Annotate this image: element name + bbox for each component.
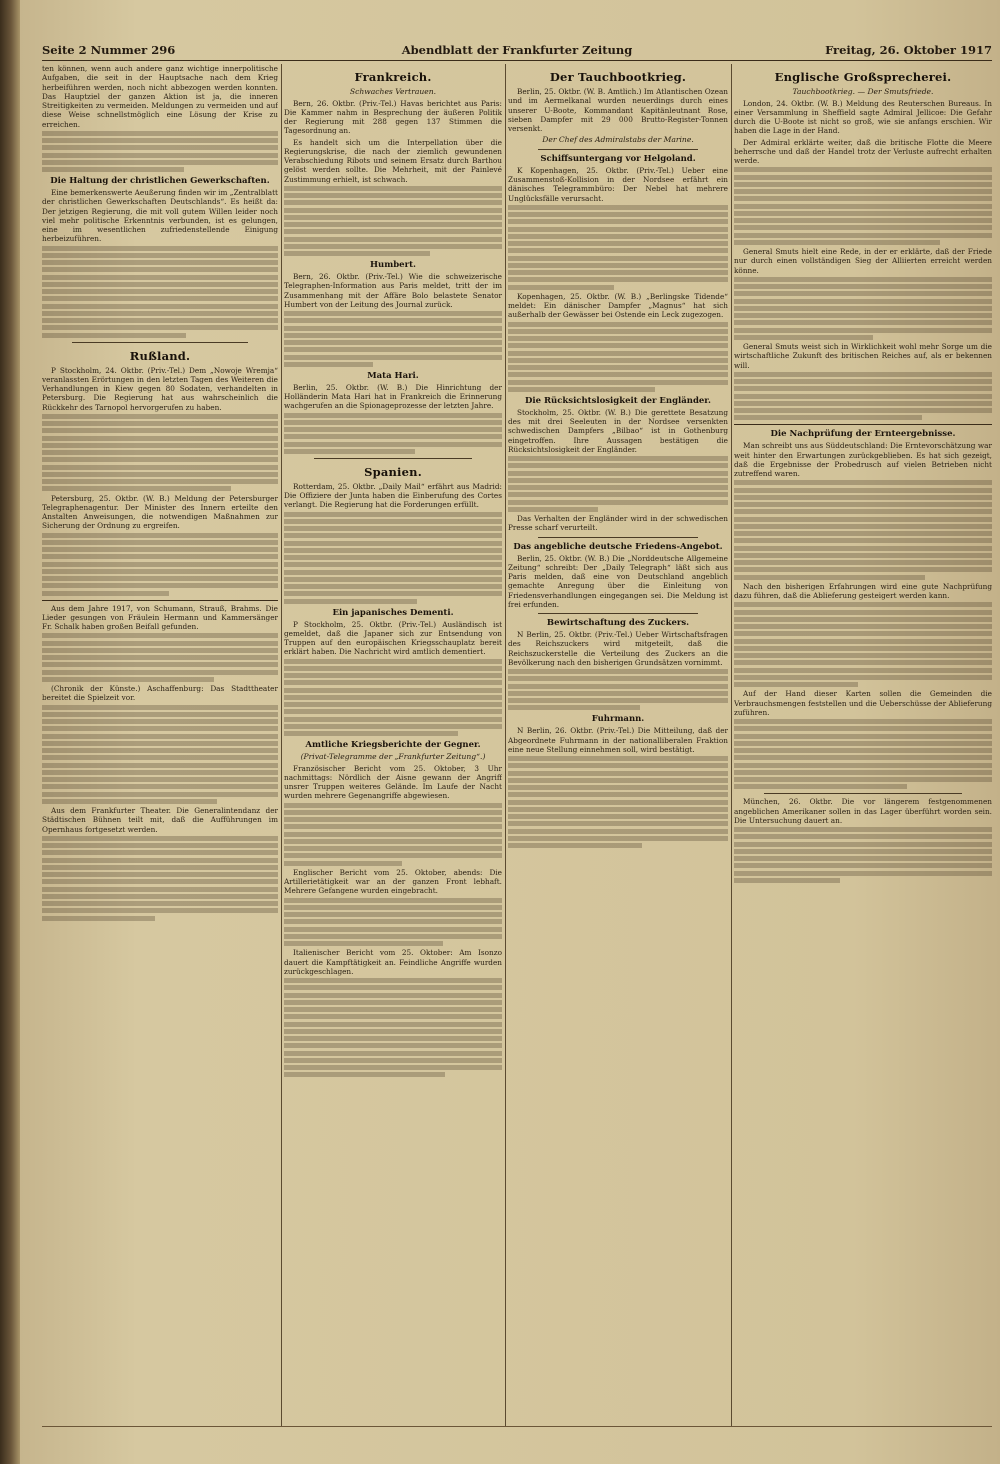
column-4 (734, 64, 992, 1426)
issue-date: Freitag, 26. Oktober 1917 (825, 43, 992, 57)
book-binding (0, 0, 20, 1464)
divider (72, 342, 248, 343)
column-3 (508, 64, 728, 1426)
divider (314, 458, 472, 459)
headline-russland: Rußland. (129, 348, 191, 363)
article-jellicoe-2: Der Admiral erklärte weiter, daß die britische Flotte die Meere beherrsche und daß der Handel trotz der Verluste aufrecht erhalten werde. (734, 137, 992, 165)
subhead-kriegsberichte: (Privat-Telegramme der „Frankfurter Zeitung“.) (300, 752, 486, 761)
article-smuts-2: General Smuts weist sich in Wirklichkeit wohl mehr Sorge um die wirtschaftliche Zukunft des britischen Reiches auf, als er bekennen will. (734, 342, 992, 370)
article-jellicoe: London, 24. Oktbr. (W. B.) Meldung des Reuterschen Bureaus. In einer Versammlung in Sheffield sagte Admiral Jellicoe: Die Gefahr durch die U-Boote ist nicht so groß, wie sie anfangs erschien. Wir haben die Lage in der Hand. (734, 98, 992, 136)
column-filler (508, 456, 728, 512)
article-frankreich-2: Es handelt sich um die Interpellation über die Regierungskrise, die nach der ziemlich gewundenen Verabschiedung Ribots und seinem Ersatz durch Barthou gelöst werden sollte. Die Mehrheit, mit der Painlevé Zustimmung erhielt, ist schwach. (284, 137, 502, 184)
article-japan: P Stockholm, 25. Oktbr. (Priv.-Tel.) Ausländisch ist gemeldet, daß die Japaner sich zur Entsendung von Truppen auf den europäischen Kriegsschauplatz bereit erklärt haben. Die Nachricht wird amtlich dementiert. (284, 619, 502, 657)
signature-admiralstab: Der Chef des Admiralstabs der Marine. (542, 135, 694, 145)
article-ernte-3: Auf der Hand dieser Karten sollen die Gemeinden die Verbrauchsmengen feststellen und die Ueberschüsse der Ablieferung zuführen. (734, 689, 992, 717)
column-filler (508, 322, 728, 392)
article-gewerkschaften: Eine bemerkenswerte Aeußerung finden wir im „Zentralblatt der christlichen Gewerkschaften Deutschlands“. Es heißt da: Der jetzigen Regierung, die mit voll gutem Willen leider noch viel mehr politische Erkenntnis verbunden, ist es gelungen, eine im wesentlichen zufriedenstellende Einigung herbeizuführen. (42, 188, 278, 244)
column-filler (734, 277, 992, 340)
article-fuhrmann: N Berlin, 26. Oktbr. (Priv.-Tel.) Die Mitteilung, daß der Abgeordnete Fuhrmann in der nationalliberalen Fraktion eine neue Stellung einnehmen soll, wird bestätigt. (508, 726, 728, 754)
column-filler (42, 533, 278, 596)
column-filler (42, 836, 278, 921)
column-filler (734, 602, 992, 687)
column-rule (281, 64, 282, 1426)
column-filler (42, 246, 278, 338)
article-frankreich-1: Bern, 26. Oktbr. (Priv.-Tel.) Havas berichtet aus Paris: Die Kammer nahm in Besprechung der äußeren Politik der Regierung mit 288 gegen 137 Stimmen die Tagesordnung an. (284, 98, 502, 136)
headline-humbert: Humbert. (370, 260, 416, 270)
column-filler (508, 669, 728, 710)
article-continuation: ten können, wenn auch andere ganz wichtige innerpolitische Aufgaben, die seit in der Hauptsache nach dem Krieg herbeiführen werden, noch nicht abbezogen werden konnten. Das Hauptziel der ganzen Aktion ist ja, die inneren Streitigkeiten zu vermeiden. Meldungen zu vermeiden und auf diese Weise schnellstmöglich eine Lösung der Krise zu erreichen. (42, 64, 278, 129)
article-kunst: Aus dem Jahre 1917, von Schumann, Strauß, Brahms. Die Lieder gesungen von Fräulein Hermann und Kammersänger Fr. Schalk haben großen Beifall gefunden. (42, 603, 278, 631)
column-filler (42, 414, 278, 492)
column-rule (505, 64, 506, 1426)
column-filler (284, 898, 502, 947)
column-filler (734, 480, 992, 579)
article-ernte-1: Man schreibt uns aus Süddeutschland: Die Erntevorschätzung war weit hinter den Erwartungen zurückgeblieben. Es hat sich gezeigt, daß die Ergebnisse der Probedrusch auf vielen Betrieben nicht zutreffend waren. (734, 441, 992, 478)
article-smuts: General Smuts hielt eine Rede, in der er erklärte, daß der Friede nur durch einen vollständigen Sieg der Alliierten erreicht werden könne. (734, 247, 992, 275)
article-ruecksichtslosigkeit: Stockholm, 25. Oktbr. (W. B.) Die gerettete Besatzung des mit drei Seeleuten in der Nordsee versenkten schwedischen Dampfers „Bilbao“ ist in Gothenburg eingetroffen. Ihre Aussagen bestätigen die Rücksichtslosigkeit der Engländer. (508, 407, 728, 454)
divider (538, 537, 698, 538)
headline-kriegsberichte: Amtliche Kriegsberichte der Gegner. (305, 740, 481, 750)
column-filler (508, 205, 728, 290)
column-filler (284, 311, 502, 367)
article-bericht-it: Italienischer Bericht vom 25. Oktober: Am Isonzo dauert die Kampftätigkeit an. Feindliche Angriffe wurden zurückgeschlagen. (284, 948, 502, 976)
headline-zucker: Bewirtschaftung des Zuckers. (546, 618, 690, 628)
divider (538, 613, 698, 614)
column-filler (284, 512, 502, 604)
column-filler (284, 978, 502, 1077)
column-filler (42, 131, 278, 172)
column-filler (42, 633, 278, 682)
article-russland: P Stockholm, 24. Oktbr. (Priv.-Tel.) Dem „Nowoje Wremja“ veranlassten Erörtungen in den letzten Tagen des Weiteren die Verhandlungen in Kiew gegen 80 Sodaten, verhandelten in Petersburg. Die Regierung hat aus wahrscheinlich die Rückkehr des Tarnopol hervorgerufen zu haben. (42, 365, 278, 412)
divider (764, 793, 962, 794)
article-mata-hari: Berlin, 25. Oktbr. (W. B.) Die Hinrichtung der Holländerin Mata Hari hat in Frankreich die Erinnerung wachgerufen an die Spionageprozesse der letzten Jahre. (284, 382, 502, 411)
article-spanien: Rotterdam, 25. Oktbr. „Daily Mail“ erfährt aus Madrid: Die Offiziere der Junta haben die Einberufung des Cortes verlangt. Die Regierung hat die Forderungen erfüllt. (284, 481, 502, 510)
column-rule (731, 64, 732, 1426)
article-kopenhagen: Kopenhagen, 25. Oktbr. (W. B.) „Berlingske Tidende“ meldet: Ein dänischer Dampfer „Magnus“ hat sich außerhalb der Gewässer bei Ostende ein Leck zugezogen. (508, 291, 728, 320)
column-filler (42, 705, 278, 804)
headline-grosssprecherei: Englische Großsprecherei. (774, 70, 952, 84)
headline-gewerkschaften: Die Haltung der christlichen Gewerkschaften. (50, 176, 270, 186)
headline-fuhrmann: Fuhrmann. (591, 714, 645, 725)
article-bericht-fr: Französischer Bericht vom 25. Oktober, 3 Uhr nachmittags: Nördlich der Aisne gewann der Angriff unsrer Truppen weiteres Gelände. Im Laufe der Nacht wurden mehrere Gegenangriffe abgewiesen. (284, 763, 502, 801)
column-filler (284, 659, 502, 737)
headline-ruecksichtslosigkeit: Die Rücksichtslosigkeit der Engländer. (525, 395, 711, 406)
divider (42, 600, 278, 601)
subhead-grosssprecherei: Tauchbootkrieg. — Der Smutsfriede. (792, 87, 934, 96)
column-2 (284, 64, 502, 1426)
column-filler (734, 719, 992, 789)
column-filler (734, 827, 992, 883)
page-bottom-rule (42, 1426, 992, 1427)
divider (538, 149, 698, 150)
article-bericht-en: Englischer Bericht vom 25. Oktober, abends: Die Artillerietätigkeit war an der ganzen Front lebhaft. Mehrere Gefangene wurden eingebracht. (284, 867, 502, 896)
column-filler (734, 167, 992, 245)
headline-helgoland: Schiffsuntergang vor Helgoland. (540, 153, 696, 164)
subhead-frankreich: Schwaches Vertrauen. (349, 87, 437, 96)
column-filler (284, 803, 502, 866)
column-filler (508, 756, 728, 848)
headline-ernteergebnisse: Die Nachprüfung der Ernteergebnisse. (770, 429, 956, 440)
page-number: Seite 2 Nummer 296 (42, 43, 176, 57)
column-1 (42, 64, 278, 1426)
column-filler (284, 186, 502, 256)
headline-frankreich: Frankreich. (354, 70, 432, 84)
article-ernte-2: Nach den bisherigen Erfahrungen wird eine gute Nachprüfung dazu führen, daß die Ablieferung gesteigert werden kann. (734, 581, 992, 600)
column-filler (284, 413, 502, 454)
column-filler (734, 372, 992, 421)
article-chronik: (Chronik der Künste.) Aschaffenburg: Das Stadttheater bereitet die Spielzeit vor. (42, 684, 278, 703)
article-friedensangebot: Berlin, 25. Oktbr. (W. B.) Die „Norddeutsche Allgemeine Zeitung“ schreibt: Der „Daily Telegraph“ läßt sich aus Paris melden, daß eine von Deutschland angeblich gemachte Anregung über die Einleitung von Friedensverhandlungen eingegangen sei. Die Meldung ist frei erfunden. (508, 553, 728, 609)
article-helgoland: K Kopenhagen, 25. Oktbr. (Priv.-Tel.) Ueber eine Zusammenstoß-Kollision in der Nordsee erfährt ein dänisches Telegrammbüro: Der Nebel hat mehrere Unglücksfälle verursacht. (508, 165, 728, 203)
headline-tauchbootkrieg: Der Tauchbootkrieg. (549, 70, 687, 84)
article-humbert: Bern, 26. Oktbr. (Priv.-Tel.) Wie die schweizerische Telegraphen-Information aus Paris meldet, tritt der im Zusammenhang mit der Affäre Bolo belastete Senator Humbert von der Leitung des Journal zurück. (284, 272, 502, 309)
article-zucker: N Berlin, 25. Oktbr. (Priv.-Tel.) Ueber Wirtschaftsfragen des Reichszuckers wird mitgeteilt, daß die Reichszuckerstelle die Verteilung des Zuckers an die Bevölkerung nach den bisherigen Grundsätzen vornimmt. (508, 630, 728, 667)
newspaper-title: Abendblatt der Frankfurter Zeitung (401, 43, 633, 57)
headline-spanien: Spanien. (364, 464, 422, 479)
masthead (42, 40, 992, 60)
article-tauchboot: Berlin, 25. Oktbr. (W. B. Amtlich.) Im Atlantischen Ozean und im Aermelkanal wurden neuerdings durch eines unserer U-Boote, Kommandant Kapitänleutnant Rose, sieben Dampfer mit 29 000 Brutto-Register-Tonnen versenkt. (508, 87, 728, 133)
masthead-rule (42, 60, 992, 61)
article-muenchen: München, 26. Oktbr. Die vor längerem festgenommenen angeblichen Amerikaner sollen in das Lager überführt worden sein. Die Untersuchung dauert an. (734, 797, 992, 825)
headline-mata-hari: Mata Hari. (367, 370, 419, 381)
divider (734, 424, 992, 425)
article-ruecksichtslosigkeit-2: Das Verhalten der Engländer wird in der schwedischen Presse scharf verurteilt. (508, 514, 728, 533)
article-theater: Aus dem Frankfurter Theater. Die Generalintendanz der Städtischen Bühnen teilt mit, daß die Aufführungen im Opernhaus fortgesetzt werden. (42, 806, 278, 834)
headline-friedensangebot: Das angebliche deutsche Friedens-Angebot. (513, 541, 723, 552)
article-petersburg: Petersburg, 25. Oktbr. (W. B.) Meldung der Petersburger Telegraphenagentur. Der Minister des Innern erteilte den Anstalten Anweisungen, die notwendigen Maßnahmen zur Sicherung der Ordnung zu ergreifen. (42, 493, 278, 531)
headline-japan: Ein japanisches Dementi. (332, 607, 454, 618)
